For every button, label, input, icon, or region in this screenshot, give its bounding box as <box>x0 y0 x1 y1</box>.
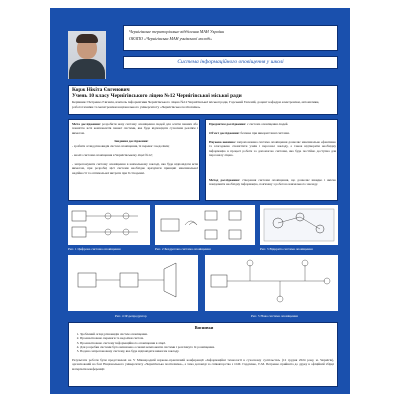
fig4-server <box>78 273 96 287</box>
conclusion-item-2: 2. Проаналізовано переваги та недоліки систем. <box>80 336 342 340</box>
subject-label: Предметом дослідження: <box>209 122 247 126</box>
task-1: - зробити огляд різновидів систем оповіщення, їх переваг і недоліків; <box>72 144 170 148</box>
conclusions-list <box>72 332 342 353</box>
subject-paragraph <box>209 122 336 126</box>
poster <box>50 8 350 394</box>
caption-fig2: Рис. 2 Бездротова система оповіщення <box>155 247 211 251</box>
object-text: безпека при використанні системи. <box>240 131 290 135</box>
goal-paragraph <box>72 122 198 135</box>
caption-fig3: Рис. 3 Відкрита система оповіщення <box>260 247 313 251</box>
conclusion-item-3: 3. Проаналізовано систему інформаційного оповіщення в ліцеї. <box>80 341 342 345</box>
conclusions-title: Висновки <box>194 325 214 330</box>
fig1-source <box>72 227 86 237</box>
author-photo <box>68 31 106 79</box>
fig2-receiver-4 <box>229 230 241 239</box>
author-block <box>68 85 338 115</box>
fig2-transmitter <box>161 219 179 231</box>
conclusion-item-4: 4. Для розробки системи було визначено основні компоненти системи і розглянуто їх розміщення. <box>80 345 342 349</box>
caption-fig1: Рис. 1 Цифрова система оповіщення <box>68 247 121 251</box>
photo-hair <box>76 34 98 43</box>
poster-title <box>123 56 338 69</box>
object-paragraph <box>209 131 336 135</box>
subject-text: є система оповіщення людей. <box>246 122 289 126</box>
tasks-label: Завдання дослідження: <box>114 139 149 143</box>
task-2: - аналіз системи оповіщення в Чернігівському ліцеї №12; <box>72 153 153 157</box>
novelty-paragraph <box>209 140 336 157</box>
conclusion-item-5: 5. Подано запропоновану систему, яка буде відповідати вимогам закладу. <box>80 349 342 353</box>
goal-label: Мета дослідження: <box>72 122 101 126</box>
practical-text: створення системи оповіщення, що дозволяє швидко і якісно повідомити необхідну інформацію, пов'язану з роботою навчального закладу. <box>209 178 337 187</box>
fig2-receiver-3 <box>229 211 241 220</box>
fig4-switch <box>120 273 138 287</box>
conclusions-note: Результати роботи були представлені на V Міжнародній науково-практичній конференції «Інформаційні технології в сучасному суспільстві» (12 грудня 2024 року, м. Чернігів), організованій на базі Національного університету «Чернігівська політехніка», а тема доповіді за співавторства з О.М. Гордієнко, Є.М. Петренко прийнята до друку в офіційній збірці матеріалів конференції. <box>72 358 334 371</box>
novelty-label: Наукова новизна: <box>209 140 236 144</box>
poster-title-text: Система інформаційного оповіщення у школі <box>177 59 284 65</box>
caption-fig4: Рис. 4 IP-репродуктор <box>115 314 147 318</box>
fig5-control-unit <box>211 275 227 287</box>
fig2-wave <box>185 221 197 225</box>
conclusions-block <box>68 322 338 387</box>
method-block <box>205 119 338 201</box>
figure-5-new-system <box>205 255 338 311</box>
fig1-amplifier <box>72 211 86 221</box>
figure-4-ip-speaker <box>68 255 198 311</box>
fig3-frame <box>264 209 334 241</box>
goal-text: розробити нову систему оповіщення людей для освіти певних або повністю всіх компонентів певної системи, яка буде відповідати сучасним реаліям і вимогам. <box>72 122 198 135</box>
photo-shoulders <box>69 59 105 79</box>
figure-2-wireless-system <box>155 205 255 245</box>
practical-label: Метод дослідження: <box>209 178 241 182</box>
fig4-speaker <box>164 263 176 297</box>
header-line2: ОКЗПО «Чернігівська МАН учнівської молоді» <box>129 36 213 41</box>
goal-block <box>68 119 200 201</box>
fig2-receiver-1 <box>205 211 217 220</box>
figure-3-open-system <box>260 205 338 245</box>
practical-paragraph <box>209 178 336 187</box>
author-name: Корж Нікіта Євгенович <box>72 87 130 93</box>
caption-fig5: Рис. 5 Нова система оповіщення <box>251 314 298 318</box>
conclusion-item-1: 1. Зроблений огляд різновидів систем оповіщення. <box>80 332 342 336</box>
poster-inner <box>53 11 347 391</box>
figure-1-digital-system <box>68 205 150 245</box>
header-banner <box>123 25 338 51</box>
fig2-receiver-2 <box>205 230 217 239</box>
object-label: Об'єкт дослідження: <box>209 131 240 135</box>
novelty-text: запропонована система оповіщення дозволяє максимально ефективно та злагоджено сповістити учнів і персонал закладу, а також відтворити необхідну інформацію в процесі роботи за допомогою системи, яка буде постійно доступна для персоналу ліцею. <box>209 140 336 157</box>
author-line: Учень 10 класу Чернігівського ліцею №12 Чернігівської міської ради <box>72 93 242 99</box>
header-line1: Чернігівське територіальне відділення МАН України <box>129 29 225 34</box>
supervisor-text: Керівник: Петренко Євгенія, вчитель інформатики Чернігівського ліцею №12 Чернігівської міської ради, Горський Євгеній, доцент кафедри електроніки, автоматики, робототехніки та мехатроніки національного університету «Чернігівська політехніка» <box>72 100 320 109</box>
task-3: - запропонувати систему оповіщення в навчальному закладі, яка буде відповідати всім вимогам, при розробці цієї системи необхідно врахувати принцип максимальної надійності та оптимальної витрати при її створенні. <box>72 162 198 175</box>
